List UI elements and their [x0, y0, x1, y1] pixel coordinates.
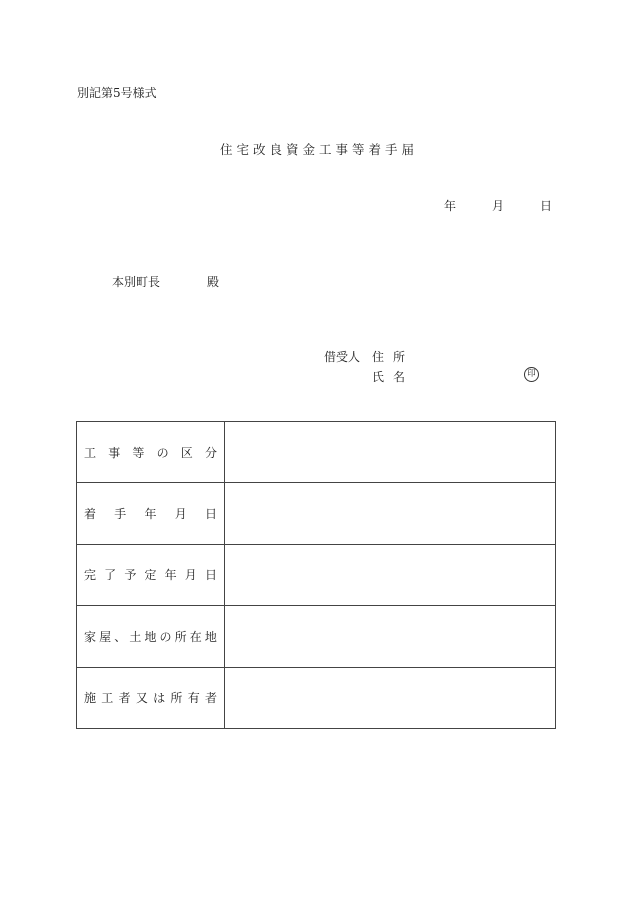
row-label-text: [77, 505, 224, 522]
row-label-text: [77, 689, 224, 706]
row-value-work-category[interactable]: [225, 422, 556, 483]
table-row: [77, 422, 556, 483]
label-char: 者: [204, 691, 217, 706]
address-label: 住所: [372, 350, 415, 364]
label-char: 所: [170, 691, 183, 706]
label-char: 定: [144, 568, 157, 583]
row-value-property-location[interactable]: [225, 606, 556, 667]
label-char: 月: [184, 568, 197, 583]
label-char: の: [156, 445, 169, 460]
table-row: [77, 483, 556, 544]
label-char: 日: [204, 568, 217, 583]
label-char: 完: [84, 568, 97, 583]
label-char: 年: [144, 507, 157, 522]
label-char: 土: [129, 629, 142, 644]
label-char: の: [159, 629, 172, 644]
row-value-contractor-owner[interactable]: [225, 667, 556, 728]
row-label-text: [77, 444, 224, 461]
label-char: 等: [132, 445, 145, 460]
label-char: 地: [144, 629, 157, 644]
row-label-work-category: [77, 422, 225, 483]
label-char: 日: [204, 507, 217, 522]
recipient-honorific: 殿: [207, 275, 220, 289]
label-char: 月: [174, 507, 187, 522]
borrower-label: 借受人: [324, 350, 361, 364]
label-char: 着: [84, 507, 97, 522]
label-char: 予: [124, 568, 137, 583]
label-char: 工: [101, 691, 114, 706]
row-label-text: [77, 628, 224, 645]
label-char: 分: [204, 445, 217, 460]
date-year-label: 年: [444, 199, 457, 213]
form-number: 別記第5号様式: [77, 86, 157, 100]
label-char: 了: [104, 568, 117, 583]
document-title: 住宅改良資金工事等着手届: [219, 142, 418, 157]
recipient-name: 本別町長: [112, 275, 161, 289]
row-label-text: [77, 566, 224, 583]
label-char: 所: [174, 629, 187, 644]
label-char: 家: [84, 629, 97, 644]
label-char: 有: [187, 691, 200, 706]
row-value-completion-date[interactable]: [225, 544, 556, 605]
label-char: 地: [204, 629, 217, 644]
row-label-start-date: [77, 483, 225, 544]
seal-mark: 印: [524, 367, 539, 382]
date-day-label: 日: [540, 199, 553, 213]
row-label-contractor-owner: [77, 667, 225, 728]
label-char: 在: [189, 629, 202, 644]
label-char: 施: [84, 691, 97, 706]
label-char: 年: [164, 568, 177, 583]
label-char: は: [153, 691, 166, 706]
label-char: 屋: [99, 629, 112, 644]
name-label: 氏名: [372, 370, 415, 384]
label-char: 事: [108, 445, 121, 460]
label-char: 手: [114, 507, 127, 522]
label-char: 工: [84, 445, 97, 460]
table-row: [77, 667, 556, 728]
label-char: 、: [114, 629, 127, 644]
label-char: 者: [118, 691, 131, 706]
table-row: [77, 606, 556, 667]
row-label-completion-date: [77, 544, 225, 605]
label-char: 又: [135, 691, 148, 706]
row-label-property-location: [77, 606, 225, 667]
form-table: [76, 421, 556, 729]
table-row: [77, 544, 556, 605]
label-char: 区: [180, 445, 193, 460]
row-value-start-date[interactable]: [225, 483, 556, 544]
date-month-label: 月: [492, 199, 505, 213]
